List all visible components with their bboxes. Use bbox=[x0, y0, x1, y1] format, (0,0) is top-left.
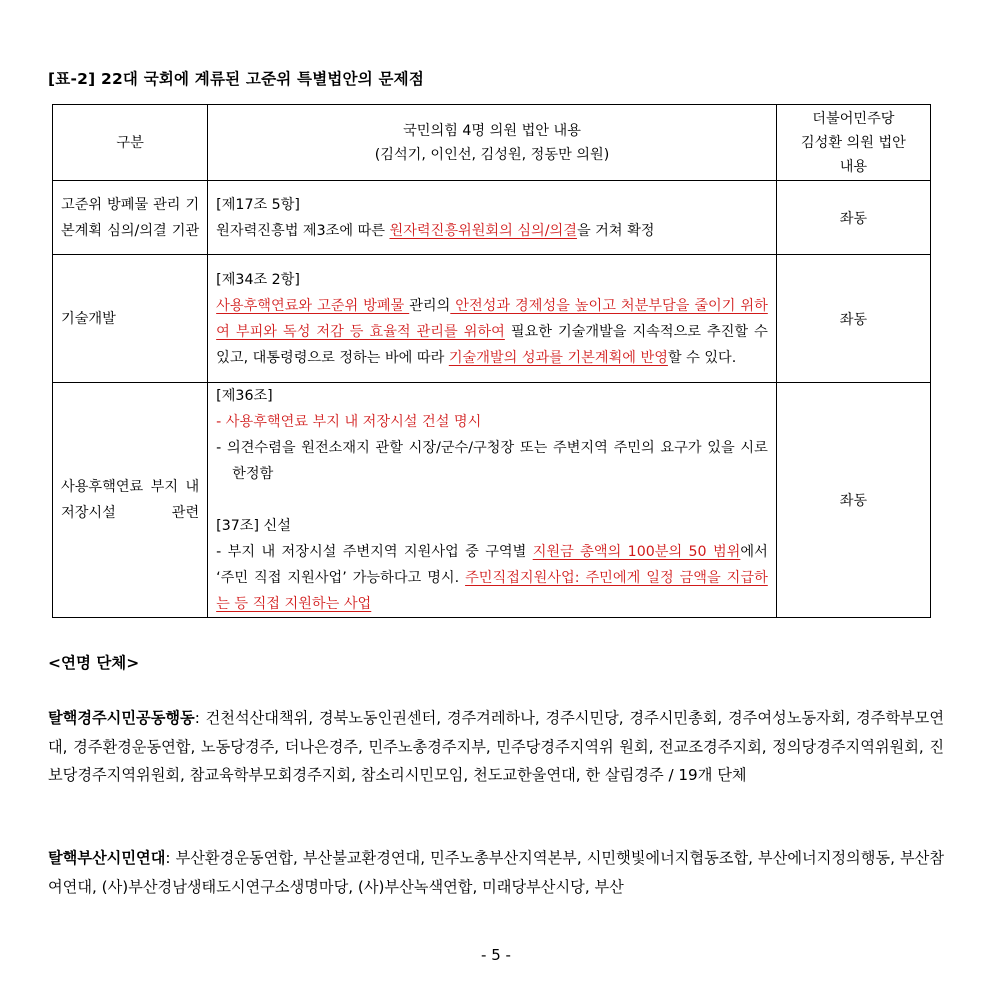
row3-article2: [37조] 신설 bbox=[216, 518, 291, 534]
row1-text-highlight: 원자력진흥위원회의 심의/의결 bbox=[389, 222, 577, 239]
row2-article: [제34조 2항] bbox=[216, 271, 300, 288]
header-ppp bbox=[208, 105, 777, 181]
row2-seg4: 필요한 기술개발을 지속적으로 추진할 수 있고, 대통령령으로 정하는 바에 따라 bbox=[216, 323, 768, 366]
group-name: 탈핵경주시민공동행동 bbox=[48, 709, 195, 727]
row1-text bbox=[216, 218, 768, 244]
row1-text-c: 을 거쳐 확정 bbox=[576, 222, 655, 239]
row3-spacer bbox=[216, 487, 768, 513]
table-row bbox=[53, 255, 931, 383]
row3-content bbox=[208, 383, 777, 618]
row2-text bbox=[216, 293, 768, 371]
row3-dp: 좌동 bbox=[776, 383, 930, 618]
row3-text-c: 에서 ‘주민 직접 지원사업’ 가능하다고 명시. bbox=[216, 544, 768, 586]
row2-category: 기술개발 bbox=[53, 255, 208, 383]
row3-category: 사용후핵연료 부지 내 저장시설 관련 bbox=[53, 383, 208, 618]
row1-content bbox=[208, 181, 777, 255]
group-paragraph bbox=[48, 844, 944, 901]
row2-seg1: 사용후핵연료와 고준위 방폐물 bbox=[216, 297, 410, 314]
row3-text-b: 지원금 총액의 100분의 50 범위 bbox=[532, 544, 741, 560]
header-dp bbox=[776, 105, 930, 181]
header-dp-line1: 더불어민주당 bbox=[812, 110, 895, 127]
table-header-row bbox=[53, 105, 931, 181]
row1-text-a: 원자력진흥법 제3조에 따른 bbox=[216, 222, 390, 239]
header-category-label: 구분 bbox=[116, 134, 144, 151]
header-ppp-line2: (김석기, 이인선, 김성원, 정동만 의원) bbox=[374, 146, 610, 163]
table-row bbox=[53, 181, 931, 255]
group-paragraph bbox=[48, 704, 944, 790]
row2-content bbox=[208, 255, 777, 383]
row3-item1: - 사용후핵연료 부지 내 저장시설 건설 명시 bbox=[216, 414, 482, 430]
row1-dp: 좌동 bbox=[776, 181, 930, 255]
group-members: : 부산환경운동연합, 부산불교환경연대, 민주노총부산지역본부, 시민햇빛에너지협동조합, 부산에너지정의행동, 부산참여연대, (사)부산경남생태도시연구소생명마당, (사)부산녹색연합, 미래당부산시당, 부산 bbox=[48, 849, 944, 896]
comparison-table bbox=[52, 104, 931, 618]
row3-item2: - 의견수렴을 원전소재지 관할 시장/군수/구청장 또는 주변지역 주민의 요구가 있을 시로 한정함 bbox=[216, 440, 768, 482]
row3-text bbox=[216, 539, 768, 617]
header-ppp-line1: 국민의힘 4명 의원 법안 내용 bbox=[403, 122, 581, 139]
group-name: 탈핵부산시민연대 bbox=[48, 849, 166, 867]
section-title: <연명 단체> bbox=[48, 654, 140, 672]
row3-article: [제36조] bbox=[216, 388, 273, 404]
row3-text-a: - 부지 내 저장시설 주변지역 지원사업 중 구역별 bbox=[216, 544, 533, 560]
table-row bbox=[53, 383, 931, 618]
row3-text-d: 주민직접지원사업: 주민에게 일정 금액을 지급하는 등 직접 지원하는 사업 bbox=[216, 570, 768, 612]
row2-seg2: 관리의 bbox=[409, 297, 451, 314]
row2-seg5: 기술개발의 성과를 기본계획에 반영 bbox=[448, 349, 668, 366]
row2-seg6: 할 수 있다. bbox=[667, 349, 737, 366]
row2-seg3: 안전성과 경제성을 높이고 처분부담을 줄이기 위하여 부피와 독성 저감 등 효율적 관리를 위하여 bbox=[216, 297, 768, 340]
row1-category: 고준위 방폐물 관리 기본계획 심의/의결 기관 bbox=[53, 181, 208, 255]
row1-article: [제17조 5항] bbox=[216, 196, 300, 213]
group-members: : 건천석산대책위, 경북노동인권센터, 경주겨레하나, 경주시민당, 경주시민총회, 경주여성노동자회, 경주학부모연대, 경주환경운동연합, 노동당경주, 더나은경주, 민주노총경주지부, 민주당경주지역위 원회, 전교조경주지회, 정의당경주지역위원회, 진보당경주지역위원회, 참교육학부모회경주지회, 참소리시민모임, 천도교한울연대, 한 살림경주 / 19개 단체 bbox=[48, 709, 944, 784]
header-dp-line3: 내용 bbox=[839, 158, 868, 175]
row2-dp: 좌동 bbox=[776, 255, 930, 383]
header-dp-line2: 김성환 의원 법안 bbox=[800, 134, 906, 151]
page-number: - 5 - bbox=[481, 946, 511, 964]
header-category bbox=[53, 105, 208, 181]
table-caption: [표-2] 22대 국회에 계류된 고준위 특별법안의 문제점 bbox=[48, 70, 425, 88]
